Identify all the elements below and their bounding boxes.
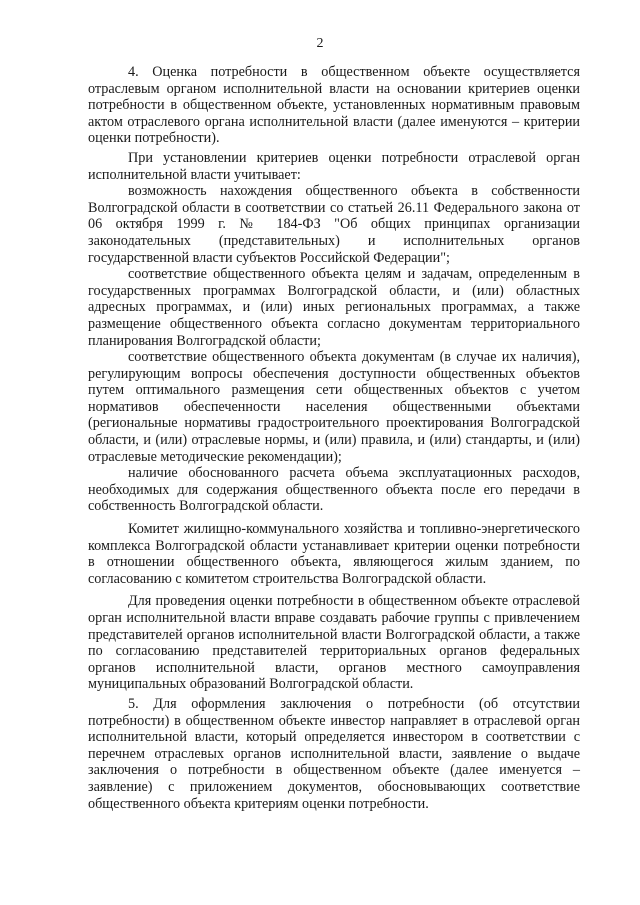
paragraph-criteria-intro: При установлении критериев оценки потребности отраслевой орган исполнительной власти учитывает:: [88, 149, 580, 183]
paragraph-working-groups: Для проведения оценки потребности в общественном объекте отраслевой орган исполнительной власти вправе создавать рабочие группы с привлечением представителей органов исполнительной власти Волгоградской области, а также по согласованию представителей территориальных органов федеральных органов исполнительной власти, органов местного самоуправления муниципальных образований Волгоградской области.: [88, 593, 580, 693]
paragraph-housing-committee: Комитет жилищно-коммунального хозяйства и топливно-энергетического комплекса Волгоградской области устанавливает критерии оценки потребности в отношении общественного объекта, являющегося жилым зданием, по согласованию с комитетом строительства Волгоградской области.: [88, 521, 580, 587]
paragraph-criterion-expenses: наличие обоснованного расчета объема эксплуатационных расходов, необходимых для содержания общественного объекта после его передачи в собственность Волгоградской области.: [88, 465, 580, 515]
paragraph-criterion-programs: соответствие общественного объекта целям и задачам, определенным в государственных программах Волгоградской области, и (или) областных адресных программах, и (или) иных региональных программах, а также размещение общественного объекта согласно документам территориального планирования Волгоградской области;: [88, 266, 580, 349]
paragraph-4-assessment: 4. Оценка потребности в общественном объекте осуществляется отраслевым органом исполнительной власти на основании критериев оценки потребности в общественном объекте, установленных нормативным правовым актом отраслевого органа исполнительной власти (далее именуются – критерии оценки потребности).: [88, 64, 580, 147]
page-number: 2: [316, 36, 324, 51]
paragraph-5-application: 5. Для оформления заключения о потребности (об отсутствии потребности) в общественном объекте инвестор направляет в отраслевой орган исполнительной власти, который определяется инвестором в соответствии с перечнем отраслевых органов исполнительной власти, заявление о выдаче заключения о потребности в общественном объекте (далее именуется – заявление) с приложением документов, обосновывающих соответствие общественного объекта критериям оценки потребности.: [88, 695, 580, 812]
paragraph-criterion-ownership: возможность нахождения общественного объекта в собственности Волгоградской области в соответствии со статьей 26.11 Федерального закона от 06 октября 1999 г. № 184-ФЗ "Об общих принципах организации законодательных (представительных) и исполнительных органов государственной власти субъектов Российской Федерации";: [88, 183, 580, 266]
paragraph-criterion-accessibility: соответствие общественного объекта документам (в случае их наличия), регулирующим вопросы обеспечения доступности общественных объектов путем оптимального размещения сети общественных объектов с учетом нормативов обеспеченности населения общественными объектами (региональные нормативы градостроительного проектирования Волгоградской области, и (или) отраслевые нормы, и (или) правила, и (или) стандарты, и (или) отраслевые методические рекомендации);: [88, 349, 580, 465]
